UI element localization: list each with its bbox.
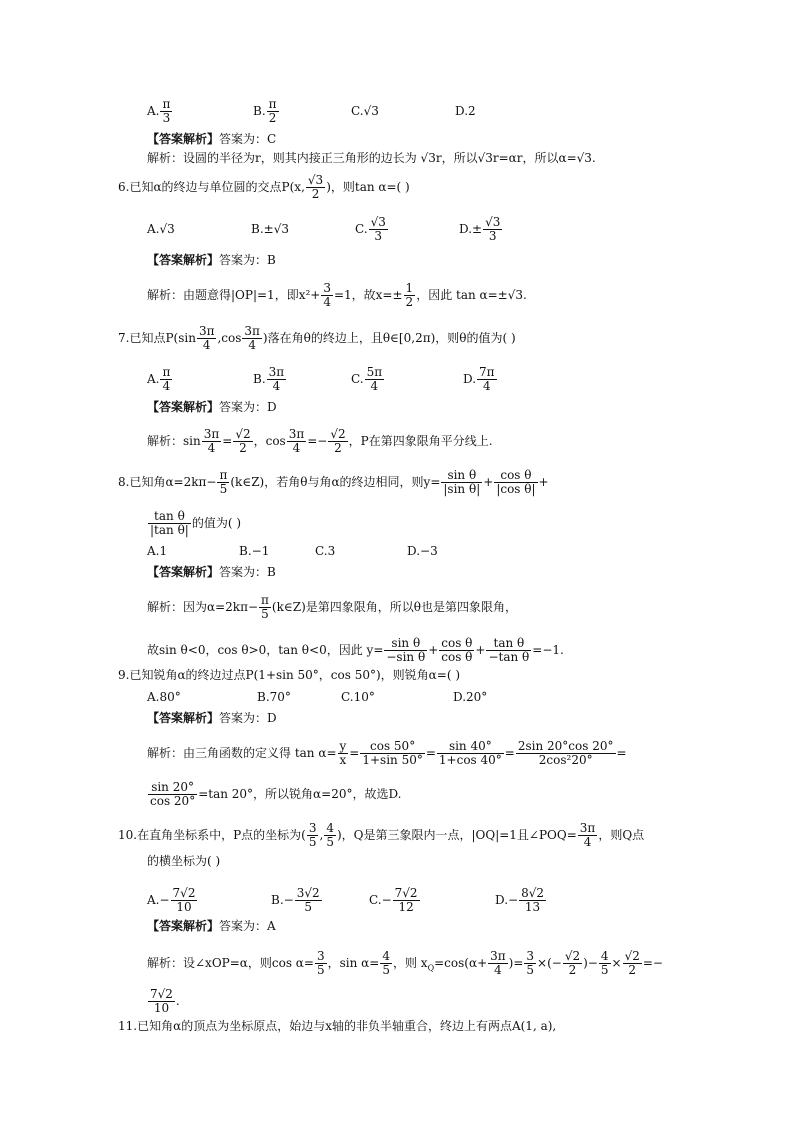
- q9-option-d: D.20°: [453, 690, 488, 704]
- q8-options: [147, 543, 438, 559]
- q8-option-c: C.3: [315, 544, 336, 558]
- q8-explanation-1: 解析：因为α=2kπ− $\frac{\pi}{5}$ (k∈Z)是第四象限角，所以θ也是第四象限角，: [147, 593, 517, 621]
- q10-stem: 10.在直角坐标系中，P点的坐标为( $\frac{3}{5}$ , $\frac{4}{5}$ )，Q是第三象限内一点，|OQ|=1且∠POQ= $\frac{3\pi}{4}$ ，则Q点: [118, 821, 645, 849]
- q7-option-c: C. $\frac{5\pi}{4}$: [351, 365, 383, 393]
- q10-option-d: D.− $\frac{8√2}{13}$: [495, 886, 544, 914]
- q7-option-a: A. $\frac{\pi}{4}$: [147, 365, 171, 393]
- q6-option-c: C. $\frac{√3}{3}$: [355, 215, 386, 243]
- q6-stem: 6.已知α的终边与单位圆的交点P(x, $\frac{√3}{2}$ )，则tan α=( ): [118, 173, 410, 201]
- q7-options: [147, 366, 498, 393]
- q10-answer: 【答案解析】答案为：A: [147, 919, 276, 933]
- q6-option-a: A.√3: [147, 222, 175, 236]
- q5-explanation: 解析：设圆的半径为r，则其内接正三角形的边长为 √3r，所以√3r=αr，所以α=√3.: [147, 151, 596, 165]
- q7-explanation: 解析：sin $\frac{3\pi}{4}$ = $\frac{√2}{2}$ ，cos $\frac{3\pi}{4}$ =− $\frac{√2}{2}$ ，P在第四象限角平分线上.: [147, 427, 493, 455]
- q8-answer: 【答案解析】答案为：B: [147, 565, 276, 579]
- q7-stem: 7.已知点P(sin $\frac{3\pi}{4}$ ,cos $\frac{3\pi}{4}$ )落在角θ的终边上，且θ∈[0,2π)，则θ的值为( ): [118, 324, 516, 352]
- q9-option-b: B.70°: [257, 690, 291, 704]
- q10-option-a: A.− $\frac{7√2}{10}$: [147, 886, 196, 914]
- q8-option-a: A.1: [147, 544, 168, 558]
- q9-option-a: A.80°: [147, 690, 181, 704]
- q6-option-b: B.±√3: [251, 222, 289, 236]
- q10-explanation-2: $\frac{7√2}{10}$ .: [150, 987, 180, 1015]
- q5-answer: 【答案解析】答案为：C: [147, 132, 277, 146]
- q10-option-c: C.− $\frac{7√2}{12}$: [369, 886, 418, 914]
- q8-stem: 8.已知角α=2kπ− $\frac{\pi}{5}$ (k∈Z)，若角θ与角α的终边相同，则y= $\frac{\text{sin θ}}{\text{|sin θ|}}$ + $\frac{\text{cos θ}}{\text{|cos θ|}}$ +: [118, 468, 549, 496]
- q6-option-d: D.± $\frac{√3}{3}$: [459, 215, 501, 243]
- q9-explanation-2: $\frac{\sin 20^\circ}{\cos 20^\circ}$ =tan 20°，所以锐角α=20°，故选D.: [150, 780, 402, 808]
- q9-option-c: C.10°: [341, 690, 375, 704]
- q10-options: [147, 887, 547, 914]
- q5-option-b: B. $\frac{\pi}{2}$: [253, 97, 277, 125]
- q7-answer: 【答案解析】答案为：D: [147, 400, 277, 414]
- q10-explanation-1: 解析：设∠xOP=α，则cos α= $\frac{3}{5}$ ，sin α= $\frac{4}{5}$ ，则 $x_Q=\cos(\alpha+$ $\frac{3\pi}{4}$ )= $\frac{3}{5}$ ×(− $\frac{√2}{2}$ )− $\frac{4}{5}$ × $\frac{√2}{2}$ =−: [147, 949, 663, 977]
- q5-option-a: A. $\frac{\pi}{3}$: [147, 97, 171, 125]
- q7-option-d: D. $\frac{7\pi}{4}$: [463, 365, 495, 393]
- q11-stem: 11.已知角α的顶点为坐标原点，始边与x轴的非负半轴重合，终边上有两点A(1, a),: [118, 1019, 557, 1033]
- q9-explanation-1: 解析：由三角函数的定义得 tan α= $\frac{y}{x}$ = $\frac{\cos 50^\circ}{1+\sin 50^\circ}$ = $\frac{\sin 40^\circ}{1+\cos 40^\circ}$ = $\frac{2\sin 20^\circ\cos 20^\circ}{\text{2cos²20°}}$ =: [147, 739, 627, 767]
- q5-option-d: D.2: [455, 104, 476, 118]
- q9-answer: 【答案解析】答案为：D: [147, 711, 277, 725]
- q8-stem-cont: $\frac{\text{tan θ}}{\text{|tan θ|}}$ 的值为( ): [150, 509, 242, 537]
- q10-stem-cont: 的横坐标为( ): [147, 854, 221, 868]
- q5-option-c: C.√3: [351, 104, 379, 118]
- q9-options: [147, 689, 487, 705]
- q8-explanation-2: 故sin θ<0，cos θ>0，tan θ<0，因此 y= $\frac{\text{sin θ}}{\text{−sin θ}}$ + $\frac{\text{cos θ}}{\text{cos θ}}$ + $\frac{\text{tan θ}}{\text{−tan θ}}$ =−1.: [147, 636, 564, 664]
- q8-option-b: B.−1: [239, 544, 270, 558]
- q6-explanation: 解析：由题意得|OP|=1，即x²+ $\frac{3}{4}$ =1，故x=± $\frac{1}{2}$ ，因此 tan α=±√3.: [147, 281, 527, 309]
- q7-option-b: B. $\frac{3\pi}{4}$: [253, 365, 285, 393]
- q5-options: [147, 98, 476, 125]
- q10-option-b: B.− $\frac{3√2}{5}$: [271, 886, 320, 914]
- q8-option-d: D.−3: [407, 544, 438, 558]
- q9-stem: 9.已知锐角α的终边过点P(1+sin 50°，cos 50°)，则锐角α=( ): [118, 668, 461, 682]
- q6-answer: 【答案解析】答案为：B: [147, 253, 276, 267]
- q6-options: [147, 216, 503, 243]
